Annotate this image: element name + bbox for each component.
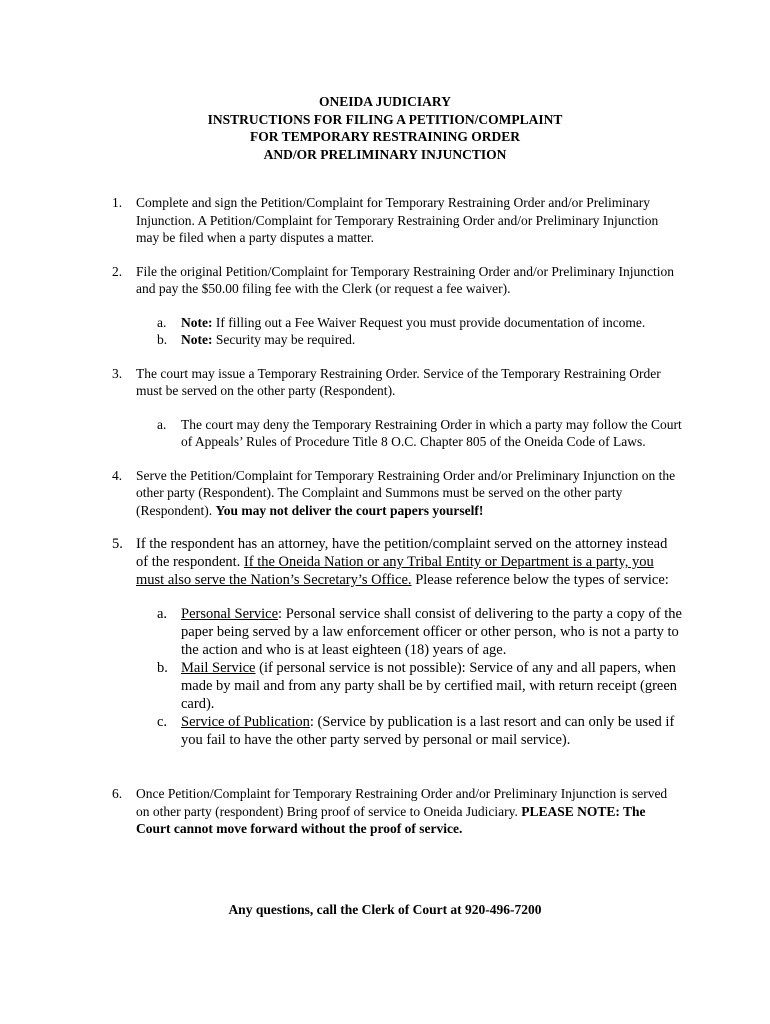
- instruction-item-3: [112, 365, 682, 451]
- sub-item-letter: b.: [157, 660, 168, 676]
- item-text: If the respondent has an attorney, have the petition/complaint served on the attorney instead of the respondent.: [136, 536, 668, 570]
- sub-item-text: : (Service by publication is a last resort and can only be used if you fail to have the other party served by personal or mail service).: [181, 714, 675, 748]
- underlined-requirement: If the Oneida Nation or any Tribal Entity or Department is a party, you must also serve the Nation’s Secretary’s Office.: [136, 554, 654, 588]
- service-type-label: Service of Publication: [181, 714, 310, 730]
- sub-item-text: The court may deny the Temporary Restraining Order in which a party may follow the Court of Appeals’ Rules of Procedure Title 8 O.C. Chapter 805 of the Oneida Code of Laws.: [181, 416, 682, 449]
- instruction-item-2: [112, 263, 682, 349]
- title-line-1: ONEIDA JUDICIARY: [319, 94, 451, 109]
- warning-text: You may not deliver the court papers yourself!: [215, 502, 484, 518]
- item-number: 3.: [112, 365, 123, 381]
- sub-item-5a: [157, 605, 682, 659]
- service-type-label: Personal Service: [181, 606, 279, 622]
- item-text: Complete and sign the Petition/Complaint for Temporary Restraining Order and/or Preliminary Injunction. A Petition/Complaint for Temporary Restraining Order and/or Preliminary Injunction may be filed when a party disputes a matter.: [136, 195, 659, 245]
- contact-footer: Any questions, call the Clerk of Court at 920-496-7200: [228, 902, 542, 917]
- sub-list: [136, 416, 682, 451]
- item-number: 1.: [112, 195, 123, 210]
- instruction-item-5: [112, 535, 682, 749]
- item-text: Serve the Petition/Complaint for Temporary Restraining Order and/or Preliminary Injunction on the other party (Respondent). The Complaint and Summons must be served on the other party (Respondent).: [136, 467, 676, 518]
- sub-item-3a: [157, 416, 682, 451]
- important-note: PLEASE NOTE: The Court cannot move forward without the proof of service.: [136, 803, 646, 836]
- item-number: 5.: [112, 536, 123, 552]
- item-number: 2.: [112, 263, 123, 279]
- title-line-4: AND/OR PRELIMINARY INJUNCTION: [263, 146, 507, 162]
- instruction-list: [112, 194, 682, 838]
- sub-item-letter: a.: [157, 416, 167, 432]
- sub-item-letter: a.: [157, 314, 167, 330]
- sub-item-letter: c.: [157, 714, 168, 730]
- item-number: 4.: [112, 467, 123, 483]
- item-text: The court may issue a Temporary Restraining Order. Service of the Temporary Restraining Order must be served on the other party (Respondent).: [136, 365, 661, 398]
- sub-list: [136, 314, 682, 349]
- title-line-3: FOR TEMPORARY RESTRAINING ORDER: [250, 129, 520, 144]
- sub-item-2a: [157, 314, 682, 332]
- item-text: File the original Petition/Complaint for Temporary Restraining Order and/or Preliminary Injunction and pay the $50.00 filing fee with the Clerk (or request a fee waiver).: [136, 263, 674, 296]
- instruction-item-1: [112, 194, 682, 247]
- item-text: Once Petition/Complaint for Temporary Restraining Order and/or Preliminary Injunction is served on other party (respondent) Bring proof of service to Oneida Judiciary.: [136, 786, 668, 819]
- instruction-item-4: [112, 467, 682, 520]
- sub-item-letter: b.: [157, 332, 168, 347]
- instructions-body: [112, 194, 682, 854]
- sub-item-text: Security may be required.: [212, 332, 356, 347]
- sub-item-2b: [157, 331, 682, 349]
- sub-item-5b: [157, 659, 682, 713]
- document-title: [0, 93, 770, 163]
- service-types-list: [136, 605, 682, 749]
- sub-item-text: If filling out a Fee Waiver Request you must provide documentation of income.: [212, 314, 646, 330]
- instruction-item-6: [112, 785, 682, 838]
- sub-item-letter: a.: [157, 606, 168, 622]
- service-type-label: Mail Service: [181, 660, 256, 676]
- sub-item-text: (if personal service is not possible): Service of any and all papers, when made by mail and from any party shall be by certified mail, with return receipt (green card).: [181, 660, 678, 712]
- item-number: 6.: [112, 786, 123, 801]
- sub-item-5c: [157, 713, 682, 749]
- note-label: Note:: [181, 314, 213, 330]
- item-text-continued: Please reference below the types of service:: [411, 572, 669, 588]
- title-line-2: INSTRUCTIONS FOR FILING A PETITION/COMPLAINT: [207, 111, 563, 127]
- sub-item-text: : Personal service shall consist of delivering to the party a copy of the paper being served by a law enforcement officer or other person, who is not a party to the action and who is at least eighteen (18) years of age.: [181, 606, 682, 658]
- note-label: Note:: [181, 332, 213, 347]
